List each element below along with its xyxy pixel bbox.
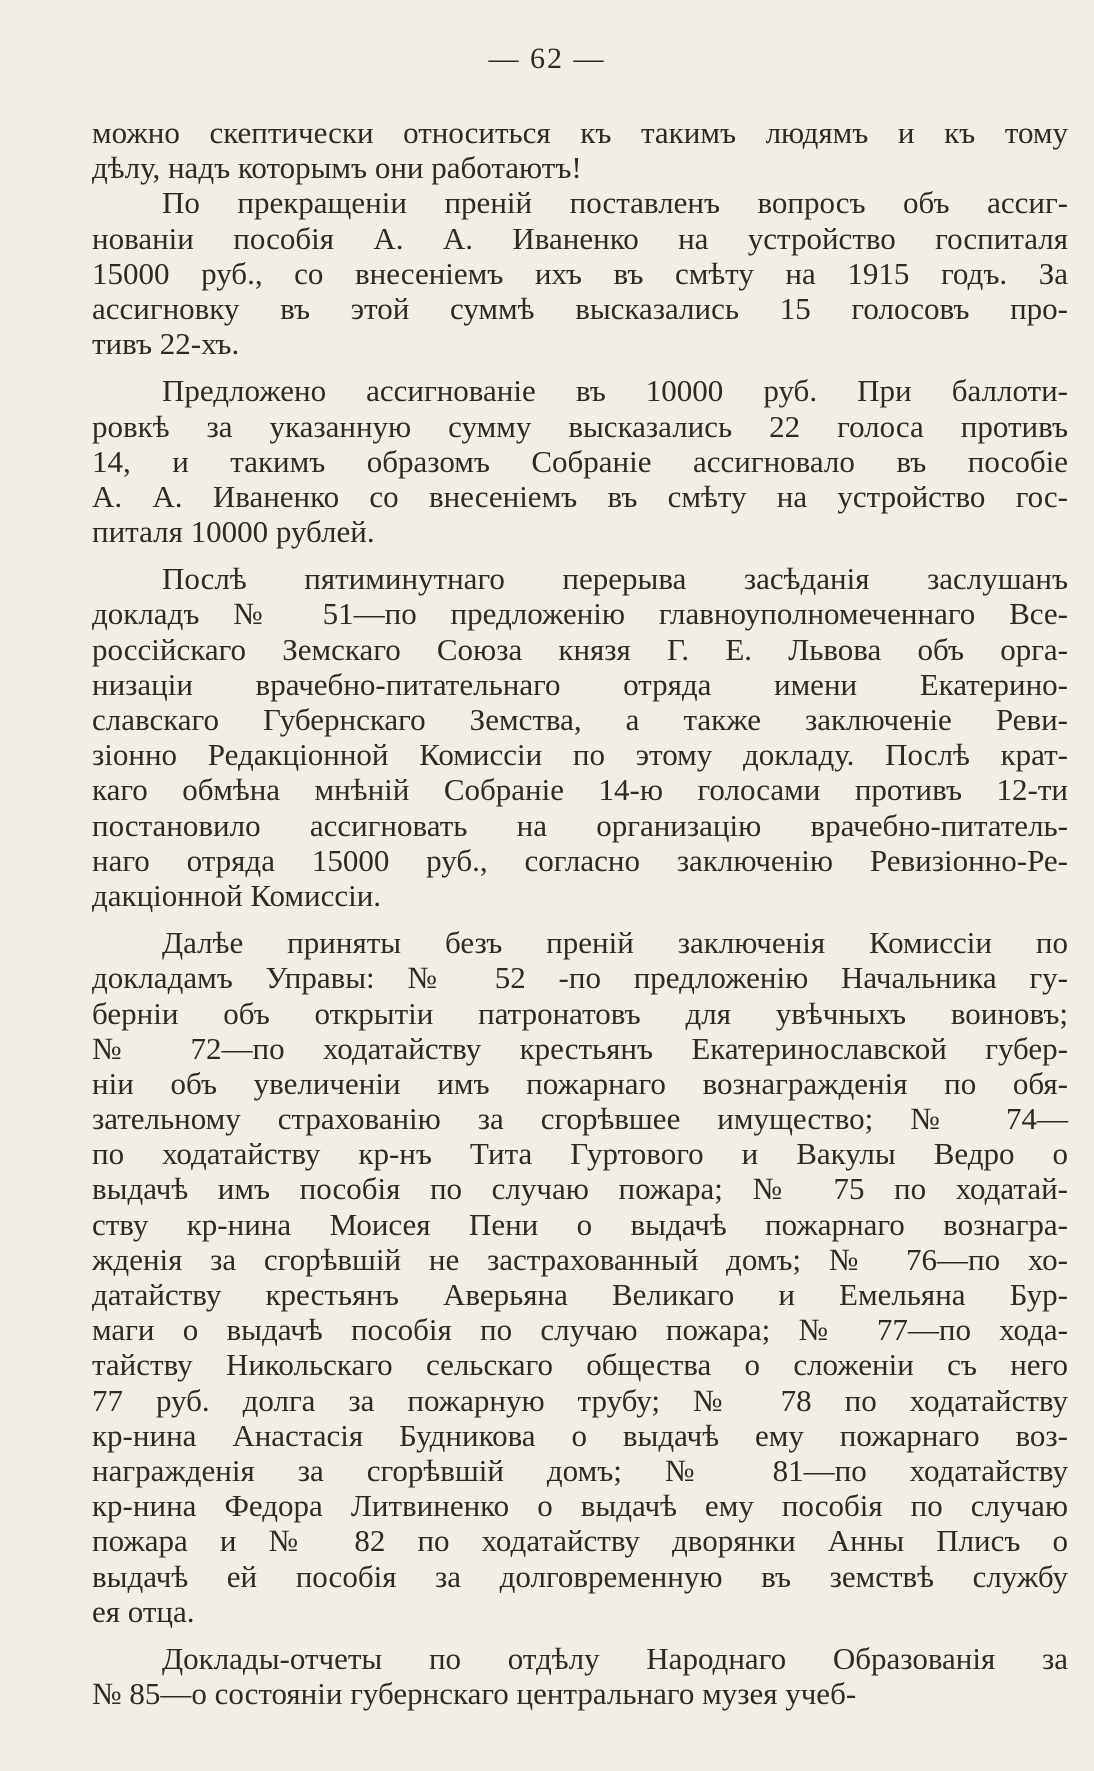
text-line: нованіи пособія А. А. Иваненко на устройство госпиталя <box>92 220 1068 256</box>
paragraph-p4 <box>92 561 1068 913</box>
text-line: ровкѣ за указанную сумму высказались 22 голоса противъ <box>92 408 1068 444</box>
paragraph-gap <box>92 1629 1068 1641</box>
text-line: постановило ассигновать на организацію врачебно-питатель- <box>92 807 1068 843</box>
text-line: 14, и такимъ образомъ Собраніе ассигновало въ пособіе <box>92 443 1068 479</box>
text-line: берніи объ открытіи патронатовъ для увѣчныхъ воиновъ; <box>92 995 1068 1031</box>
text-line: питаля 10000 рублей. <box>92 514 375 550</box>
paragraph-gap <box>92 549 1068 561</box>
text-line: тайству Никольскаго сельскаго общества о сложеніи съ него <box>92 1347 1068 1383</box>
paragraph-p2 <box>92 185 1068 361</box>
text-line: кр-нина Федора Литвиненко о выдачѣ ему пособія по случаю <box>92 1488 1068 1524</box>
text-line: дѣлу, надъ которымъ они работаютъ! <box>92 150 582 186</box>
text-line: докладъ № 51—по предложенію главноуполномеченнаго Все- <box>92 596 1068 632</box>
paragraph-gap <box>92 913 1068 925</box>
text-line: можно скептически относиться къ такимъ людямъ и къ тому <box>92 115 1068 150</box>
text-line: По прекращеніи преній поставленъ вопросъ объ ассиг- <box>162 185 1068 221</box>
paragraph-p5 <box>92 925 1068 1629</box>
text-line: каго обмѣна мнѣній Собраніе 14-ю голосами противъ 12-ти <box>92 772 1068 808</box>
text-line: выдачѣ ей пособія за долговременную въ земствѣ службу <box>92 1558 1068 1594</box>
text-line: жденія за сгорѣвшій не застрахованный домъ; № 76—по хо- <box>92 1241 1068 1277</box>
text-line: славскаго Губернскаго Земства, а также заключеніе Реви- <box>92 702 1068 737</box>
text-line: тивъ 22-хъ. <box>92 326 240 362</box>
text-line: № 72—по ходатайству крестьянъ Екатеринославской губер- <box>92 1030 1068 1066</box>
text-line: низаціи врачебно-питательнаго отряда имени Екатерино- <box>92 666 1068 702</box>
text-line: Предложено ассигнованіе въ 10000 руб. При баллоти- <box>162 373 1068 409</box>
text-line: зіонно Редакціонной Комиссіи по этому докладу. Послѣ крат- <box>92 737 1068 773</box>
text-line: ассигновку въ этой суммѣ высказались 15 голосовъ про- <box>92 290 1068 326</box>
text-line: зательному страхованію за сгорѣвшее имущество; № 74— <box>92 1101 1068 1137</box>
paragraph-p3 <box>92 373 1068 549</box>
text-line: ея отца. <box>92 1593 195 1629</box>
text-line: награжденія за сгорѣвшій домъ; № 81—по ходатайству <box>92 1452 1068 1488</box>
text-line: Далѣе приняты безъ преній заключенія Комиссіи по <box>162 925 1068 961</box>
body-text <box>92 115 1068 1711</box>
text-line: ніи объ увеличеніи имъ пожарнаго вознагражденія по обя- <box>92 1065 1068 1101</box>
text-line: россійскаго Земскаго Союза князя Г. Е. Львова объ орга- <box>92 631 1068 667</box>
text-line: № 85—о состояніи губернскаго центральнаго музея учеб- <box>92 1676 857 1712</box>
text-line: датайству крестьянъ Аверьяна Великаго и Емельяна Бур- <box>92 1277 1068 1312</box>
text-line: Доклады-отчеты по отдѣлу Народнаго Образованія за <box>162 1640 1068 1676</box>
text-line: пожара и № 82 по ходатайству дворянки Анны Плисъ о <box>92 1523 1068 1559</box>
page-number: — 62 — <box>488 42 606 75</box>
text-line: 77 руб. долга за пожарную трубу; № 78 по ходатайству <box>92 1382 1068 1418</box>
text-line: 15000 руб., со внесеніемъ ихъ въ смѣту на 1915 годъ. За <box>92 255 1068 291</box>
text-line: А. А. Иваненко со внесеніемъ въ смѣту на устройство гос- <box>92 478 1068 514</box>
paragraph-p6 <box>92 1641 1068 1711</box>
paragraph-p1 <box>92 115 1068 185</box>
text-line: дакціонной Комиссіи. <box>92 877 382 913</box>
text-line: наго отряда 15000 руб., согласно заключенію Ревизіонно-Ре- <box>92 842 1068 878</box>
text-line: докладамъ Управы: № 52 -по предложенію Начальника гу- <box>92 960 1068 996</box>
text-line: маги о выдачѣ пособія по случаю пожара; № 77—по хода- <box>92 1312 1068 1348</box>
text-line: выдачѣ имъ пособія по случаю пожара; № 75 по ходатай- <box>92 1171 1068 1207</box>
text-line: по ходатайству кр-нъ Тита Гуртового и Вакулы Ведро о <box>92 1136 1068 1172</box>
text-line: Послѣ пятиминутнаго перерыва засѣданія заслушанъ <box>162 561 1068 597</box>
text-line: кр-нина Анастасія Будникова о выдачѣ ему пожарнаго воз- <box>92 1417 1068 1453</box>
text-line: ству кр-нина Моисея Пени о выдачѣ пожарнаго вознагра- <box>92 1206 1068 1242</box>
paragraph-gap <box>92 361 1068 373</box>
